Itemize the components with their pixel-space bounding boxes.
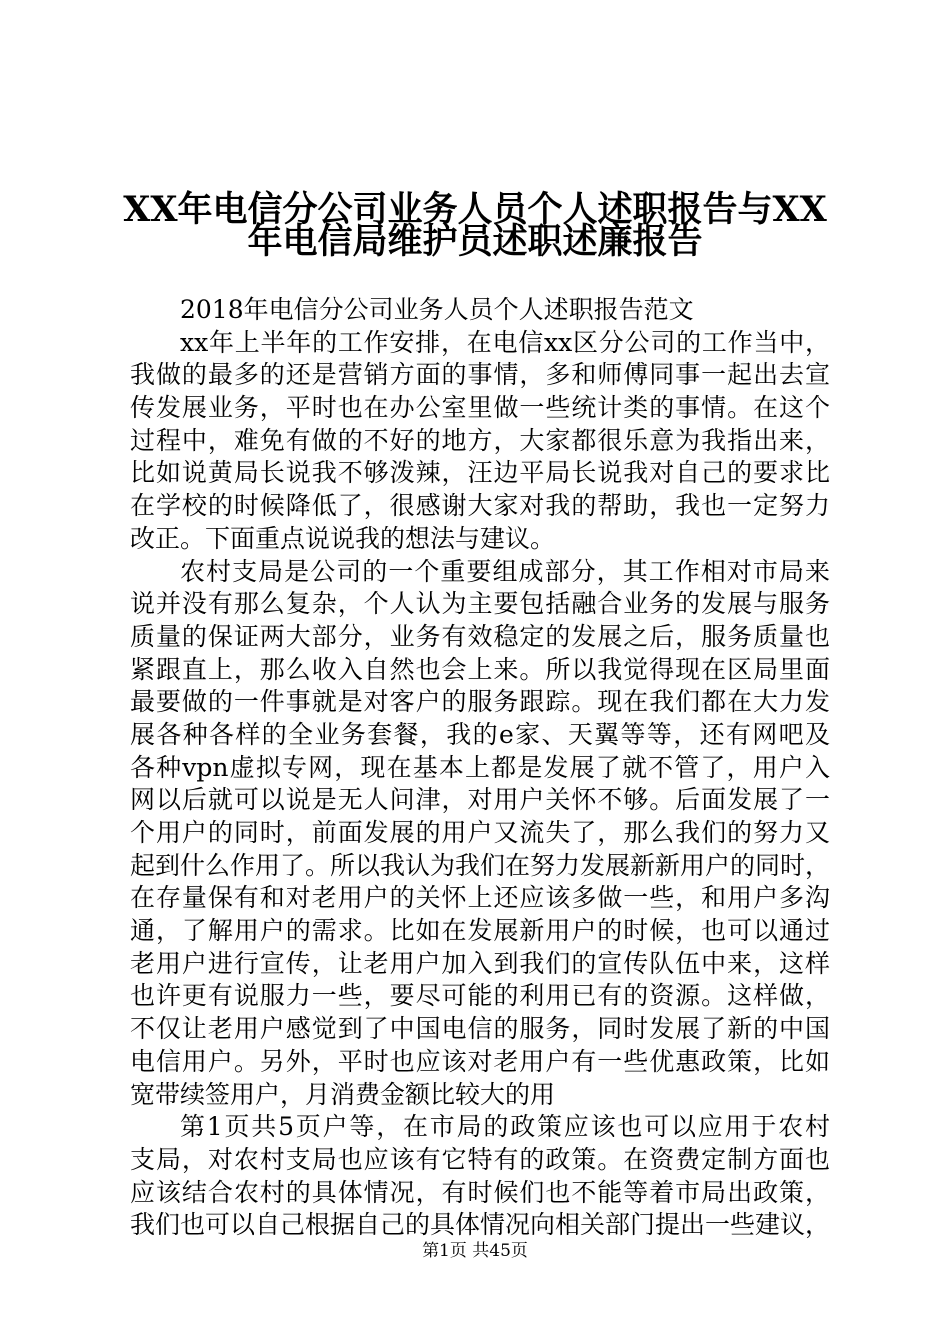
body-line: 各种vpn虚拟专网，现在基本上都是发展了就不管了，用户入 bbox=[130, 752, 830, 782]
body-line: 传发展业务，平时也在办公室里做一些统计类的事情。在这个 bbox=[130, 393, 830, 423]
body-line: 改正。下面重点说说我的想法与建议。 bbox=[130, 523, 556, 553]
subtitle-line: 2018年电信分公司业务人员个人述职报告范文 bbox=[180, 295, 694, 324]
body-line: 通，了解用户的需求。比如在发展新用户的时候，也可以通过 bbox=[130, 916, 830, 946]
body-line: 也许更有说服力一些，要尽可能的利用已有的资源。这样做， bbox=[130, 981, 830, 1011]
body-line: 应该结合农村的具体情况，有时候们也不能等着市局出政策， bbox=[130, 1177, 830, 1207]
body-line: 起到什么作用了。所以我认为我们在努力发展新新用户的同时， bbox=[130, 850, 831, 880]
body-line: 电信用户。另外，平时也应该对老用户有一些优惠政策，比如 bbox=[130, 1046, 830, 1076]
body-line: 最要做的一件事就是对客户的服务跟踪。现在我们都在大力发 bbox=[130, 687, 830, 717]
body-line: 宽带续签用户，月消费金额比较大的用 bbox=[130, 1079, 556, 1109]
body-line: 网以后就可以说是无人问津，对用户关怀不够。后面发展了一 bbox=[130, 785, 830, 815]
body-line: 老用户进行宣传，让老用户加入到我们的宣传队伍中来，这样 bbox=[130, 948, 830, 978]
page-footer bbox=[0, 1240, 950, 1262]
body-line: 个用户的同时，前面发展的用户又流失了，那么我们的努力又 bbox=[130, 818, 830, 847]
page-number-label: 第1页 共45页 bbox=[422, 1241, 528, 1261]
body-line: 我们也可以自己根据自己的具体情况向相关部门提出一些建议， bbox=[130, 1210, 831, 1240]
body-line: 第1页共5页户等，在市局的政策应该也可以应用于农村 bbox=[180, 1112, 830, 1142]
body-line: 质量的保证两大部分，业务有效稳定的发展之后，服务质量也 bbox=[130, 621, 830, 651]
body-line: 过程中，难免有做的不好的地方，大家都很乐意为我指出来， bbox=[130, 425, 830, 455]
document-title-line-2: 年电信局维护员述职述廉报告 bbox=[247, 221, 703, 262]
body-line: 在学校的时候降低了，很感谢大家对我的帮助，我也一定努力 bbox=[130, 491, 830, 521]
body-line: 展各种各样的全业务套餐，我的e家、天翼等等，还有网吧及 bbox=[130, 719, 830, 749]
body-line: 农村支局是公司的一个重要组成部分，其工作相对市局来 bbox=[180, 556, 830, 586]
document-title-line-1: XX年电信分公司业务人员个人述职报告与XX bbox=[123, 189, 827, 230]
body-line: 我做的最多的还是营销方面的事情，多和师傅同事一起出去宣 bbox=[130, 360, 830, 390]
document-body bbox=[130, 294, 830, 1242]
body-line: 不仅让老用户感觉到了中国电信的服务，同时发展了新的中国 bbox=[130, 1014, 830, 1044]
body-line: 比如说黄局长说我不够泼辣，汪边平局长说我对自己的要求比 bbox=[130, 458, 830, 488]
body-line: 支局，对农村支局也应该有它特有的政策。在资费定制方面也 bbox=[130, 1144, 830, 1174]
body-line: xx年上半年的工作安排，在电信xx区分公司的工作当中， bbox=[180, 327, 830, 357]
body-line: 说并没有那么复杂，个人认为主要包括融合业务的发展与服务 bbox=[130, 589, 830, 619]
body-line: 紧跟直上，那么收入自然也会上来。所以我觉得现在区局里面 bbox=[130, 654, 830, 684]
body-line: 在存量保有和对老用户的关怀上还应该多做一些，和用户多沟 bbox=[130, 883, 830, 913]
